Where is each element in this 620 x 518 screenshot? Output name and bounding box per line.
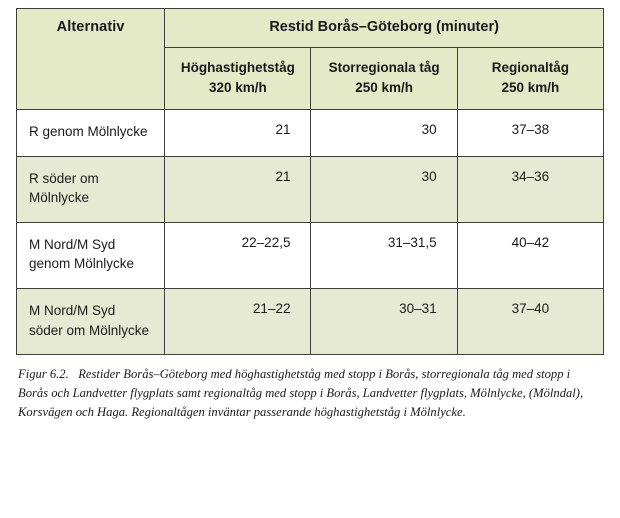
cell-regionaltag-value: 34–36 xyxy=(511,168,550,184)
cell-storregionala xyxy=(311,110,457,157)
column-header-storregionala xyxy=(311,48,457,110)
cell-regionaltag xyxy=(457,288,603,354)
cell-alternativ xyxy=(17,222,165,288)
cell-storregionala xyxy=(311,156,457,222)
column-header-storregionala-line1: Storregionala tåg xyxy=(328,60,440,75)
cell-storregionala xyxy=(311,288,457,354)
cell-hoghastighetstag xyxy=(165,156,311,222)
table-row xyxy=(17,110,604,157)
cell-hoghastighetstag-value: 21–22 xyxy=(252,300,291,316)
table-header-row-1 xyxy=(17,9,604,48)
column-header-hoghastighetstag-line2: 320 km/h xyxy=(208,79,267,95)
cell-hoghastighetstag-value: 21 xyxy=(275,168,291,184)
cell-alternativ xyxy=(17,110,165,157)
column-header-hoghastighetstag xyxy=(165,48,311,110)
cell-regionaltag-value: 37–38 xyxy=(511,122,550,138)
cell-storregionala-value: 30–31 xyxy=(399,300,437,316)
cell-alternativ-label: M Nord/M Syd genom Mölnlycke xyxy=(29,236,135,272)
column-header-storregionala-line2: 250 km/h xyxy=(355,79,413,95)
table-header xyxy=(17,9,604,110)
cell-alternativ-label: M Nord/M Syd söder om Mölnlycke xyxy=(29,302,150,338)
cell-hoghastighetstag-value: 21 xyxy=(275,122,291,138)
table-body xyxy=(17,110,604,355)
column-header-alternativ-label: Alternativ xyxy=(56,19,125,35)
column-header-alternativ xyxy=(17,9,165,110)
table-row xyxy=(17,288,604,354)
cell-hoghastighetstag xyxy=(165,288,311,354)
column-group-header-restid xyxy=(165,9,604,48)
cell-regionaltag xyxy=(457,110,603,157)
table-row xyxy=(17,222,604,288)
cell-hoghastighetstag-value: 22–22,5 xyxy=(241,234,291,250)
cell-alternativ-label: R söder om Mölnlycke xyxy=(29,170,99,206)
cell-alternativ-label: R genom Mölnlycke xyxy=(29,124,148,140)
table-row xyxy=(17,156,604,222)
cell-regionaltag-value: 37–40 xyxy=(511,300,550,316)
cell-hoghastighetstag xyxy=(165,110,311,157)
figure-caption-text: Restider Borås–Göteborg med höghastighetståg med stopp i Borås, storregionala tåg med stopp i Borås och Landvetter flygplats samt regionaltåg med stopp i Borås, Landvetter flygplats, Mölnlycke, (Mölndal), Korsvägen och Haga. Regionaltågen inväntar passerande höghastighetståg i Mölnlycke. xyxy=(18,367,584,419)
column-header-hoghastighetstag-line1: Höghastighetståg xyxy=(180,60,295,75)
cell-alternativ xyxy=(17,156,165,222)
cell-alternativ xyxy=(17,288,165,354)
restid-table xyxy=(16,8,604,355)
column-header-regionaltag-line1: Regionaltåg xyxy=(491,60,569,75)
figure-container xyxy=(16,8,604,422)
column-header-regionaltag-line2: 250 km/h xyxy=(501,79,560,95)
cell-regionaltag xyxy=(457,156,603,222)
cell-storregionala-value: 30 xyxy=(421,168,437,184)
figure-caption xyxy=(18,365,600,422)
cell-regionaltag xyxy=(457,222,603,288)
cell-regionaltag-value: 40–42 xyxy=(511,234,550,250)
cell-storregionala-value: 30 xyxy=(421,122,437,138)
cell-storregionala-value: 31–31,5 xyxy=(387,234,437,250)
figure-caption-label: Figur 6.2. xyxy=(18,367,69,382)
cell-hoghastighetstag xyxy=(165,222,311,288)
cell-storregionala xyxy=(311,222,457,288)
column-group-header-label: Restid Borås–Göteborg (minuter) xyxy=(269,19,499,35)
column-header-regionaltag xyxy=(457,48,603,110)
